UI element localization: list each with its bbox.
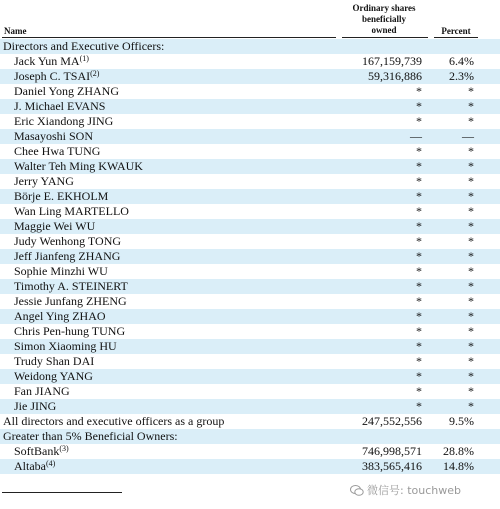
footnote-marker: (3)	[59, 444, 69, 453]
holder-name-text: All directors and executive officers as a group	[3, 414, 225, 428]
percent-owned: *	[468, 99, 474, 113]
holder-name	[14, 159, 143, 174]
percent-owned: *	[468, 279, 474, 293]
percent-owned: *	[468, 384, 474, 398]
percent-owned: *	[468, 399, 474, 413]
shares-owned: *	[416, 339, 422, 353]
holder-name-text: Timothy A. STEINERT	[14, 279, 128, 293]
percent-owned: *	[468, 219, 474, 233]
holder-name	[14, 339, 117, 354]
holder-name	[14, 444, 69, 459]
wechat-icon	[350, 485, 364, 496]
table-row	[0, 369, 500, 384]
table-row	[0, 354, 500, 369]
percent-owned: *	[468, 144, 474, 158]
holder-name-text: Fan JIANG	[14, 384, 70, 398]
holder-name-text: Walter Teh Ming KWAUK	[14, 159, 143, 173]
shares-owned: *	[416, 354, 422, 368]
holder-name-text: Directors and Executive Officers:	[3, 39, 165, 53]
holder-name-text: Maggie Wei WU	[14, 219, 96, 233]
percent-owned: *	[468, 354, 474, 368]
shares-owned: *	[416, 369, 422, 383]
shares-owned: *	[416, 189, 422, 203]
holder-name	[3, 414, 224, 429]
shares-owned: —	[410, 129, 422, 143]
shares-owned: *	[416, 324, 422, 338]
footnote-marker: (4)	[46, 459, 56, 468]
holder-name-text: Chee Hwa TUNG	[14, 144, 101, 158]
percent-owned: 14.8%	[443, 459, 474, 473]
holder-name	[14, 459, 55, 474]
percent-owned: *	[468, 309, 474, 323]
holder-name	[14, 384, 70, 399]
holder-name	[14, 324, 125, 339]
table-row	[0, 444, 500, 459]
table-row	[0, 69, 500, 84]
percent-owned: *	[468, 294, 474, 308]
table-header	[0, 0, 500, 38]
table-row	[0, 399, 500, 414]
holder-name	[14, 369, 93, 384]
footnote-marker: (1)	[79, 54, 89, 63]
percent-owned: 28.8%	[443, 444, 474, 458]
table-row	[0, 249, 500, 264]
holder-name-text: Wan Ling MARTELLO	[14, 204, 129, 218]
shares-owned: *	[416, 309, 422, 323]
shares-owned: *	[416, 219, 422, 233]
percent-owned: —	[462, 129, 474, 143]
shares-owned: 746,998,571	[362, 444, 422, 458]
percent-owned: *	[468, 174, 474, 188]
holder-name	[14, 264, 108, 279]
section-header-row	[0, 39, 500, 54]
holder-name-text: SoftBank	[14, 444, 60, 458]
table-row	[0, 309, 500, 324]
holder-name	[3, 39, 164, 54]
holder-name-text: Altaba	[14, 459, 46, 473]
shares-owned: *	[416, 279, 422, 293]
shares-owned: *	[416, 159, 422, 173]
header-name-rule	[2, 37, 336, 38]
holder-name-text: Sophie Minzhi WU	[14, 264, 108, 278]
holder-name	[14, 84, 119, 99]
holder-name	[14, 189, 108, 204]
shares-owned: *	[416, 84, 422, 98]
table-row	[0, 324, 500, 339]
shares-owned: *	[416, 249, 422, 263]
table-row	[0, 219, 500, 234]
percent-owned: *	[468, 339, 474, 353]
percent-owned: 2.3%	[449, 69, 474, 83]
holder-name-text: Joseph C. TSAI	[14, 69, 91, 83]
holder-name	[14, 204, 129, 219]
shares-owned: *	[416, 174, 422, 188]
holder-name-text: Jeff Jianfeng ZHANG	[14, 249, 121, 263]
shares-owned: *	[416, 204, 422, 218]
header-percent: Percent	[441, 26, 471, 36]
holder-name	[14, 99, 105, 114]
table-row	[0, 159, 500, 174]
percent-owned: 9.5%	[449, 414, 474, 428]
percent-owned: *	[468, 369, 474, 383]
shares-owned: 247,552,556	[362, 414, 422, 428]
group-total-row	[0, 414, 500, 429]
watermark	[350, 482, 461, 498]
section-header-row	[0, 429, 500, 444]
holder-name-text: Jack Yun MA	[14, 54, 80, 68]
holder-name	[14, 174, 74, 189]
header-shares	[340, 3, 428, 36]
table-row	[0, 459, 500, 474]
holder-name-text: Chris Pen-hung TUNG	[14, 324, 126, 338]
header-shares-line-1: Ordinary shares	[352, 3, 416, 13]
shares-owned: *	[416, 399, 422, 413]
ownership-table	[0, 39, 500, 474]
percent-owned: 6.4%	[449, 54, 474, 68]
footnote-marker: (2)	[90, 69, 100, 78]
percent-owned: *	[468, 159, 474, 173]
table-row	[0, 279, 500, 294]
table-row	[0, 339, 500, 354]
table-row	[0, 204, 500, 219]
shares-owned: *	[416, 264, 422, 278]
shares-owned: *	[416, 234, 422, 248]
header-shares-line-3: owned	[371, 25, 397, 35]
holder-name	[14, 309, 106, 324]
table-row	[0, 84, 500, 99]
shares-owned: 167,159,739	[362, 54, 422, 68]
table-row	[0, 384, 500, 399]
table-row	[0, 174, 500, 189]
holder-name	[14, 54, 89, 69]
header-shares-line-2: beneficially	[362, 14, 406, 24]
holder-name-text: Simon Xiaoming HU	[14, 339, 117, 353]
holder-name	[14, 129, 93, 144]
holder-name-text: Börje E. EKHOLM	[14, 189, 109, 203]
holder-name	[14, 69, 99, 84]
holder-name-text: Greater than 5% Beneficial Owners:	[3, 429, 178, 443]
holder-name	[3, 429, 178, 444]
holder-name	[14, 114, 113, 129]
percent-owned: *	[468, 264, 474, 278]
table-row	[0, 189, 500, 204]
holder-name-text: Jerry YANG	[14, 174, 74, 188]
shares-owned: 59,316,886	[368, 69, 422, 83]
table-row	[0, 99, 500, 114]
holder-name	[14, 354, 94, 369]
holder-name	[14, 144, 100, 159]
percent-owned: *	[468, 84, 474, 98]
holder-name-text: J. Michael EVANS	[14, 99, 106, 113]
table-row	[0, 129, 500, 144]
holder-name	[14, 279, 128, 294]
shares-owned: *	[416, 99, 422, 113]
table-row	[0, 54, 500, 69]
holder-name-text: Trudy Shan DAI	[14, 354, 95, 368]
holder-name-text: Weidong YANG	[14, 369, 93, 383]
shares-owned: *	[416, 144, 422, 158]
shares-owned: *	[416, 384, 422, 398]
percent-owned: *	[468, 204, 474, 218]
table-row	[0, 234, 500, 249]
percent-owned: *	[468, 249, 474, 263]
holder-name-text: Jessie Junfang ZHENG	[14, 294, 127, 308]
holder-name	[14, 399, 56, 414]
shares-owned: *	[416, 114, 422, 128]
header-percent-rule	[434, 37, 478, 38]
holder-name	[14, 219, 95, 234]
holder-name-text: Masayoshi SON	[14, 129, 94, 143]
watermark-text: 微信号: touchweb	[367, 484, 461, 497]
footnote-rule	[2, 492, 122, 493]
holder-name	[14, 249, 120, 264]
percent-owned: *	[468, 114, 474, 128]
percent-owned: *	[468, 324, 474, 338]
shares-owned: *	[416, 294, 422, 308]
table-row	[0, 264, 500, 279]
table-row	[0, 114, 500, 129]
holder-name-text: Judy Wenhong TONG	[14, 234, 122, 248]
holder-name-text: Daniel Yong ZHANG	[14, 84, 119, 98]
header-shares-rule	[342, 37, 428, 38]
table-row	[0, 144, 500, 159]
percent-owned: *	[468, 234, 474, 248]
holder-name-text: Jie JING	[14, 399, 57, 413]
holder-name-text: Angel Ying ZHAO	[14, 309, 106, 323]
percent-owned: *	[468, 189, 474, 203]
holder-name-text: Eric Xiandong JING	[14, 114, 114, 128]
header-name: Name	[4, 26, 27, 36]
table-row	[0, 294, 500, 309]
shares-owned: 383,565,416	[362, 459, 422, 473]
holder-name	[14, 234, 121, 249]
holder-name	[14, 294, 127, 309]
